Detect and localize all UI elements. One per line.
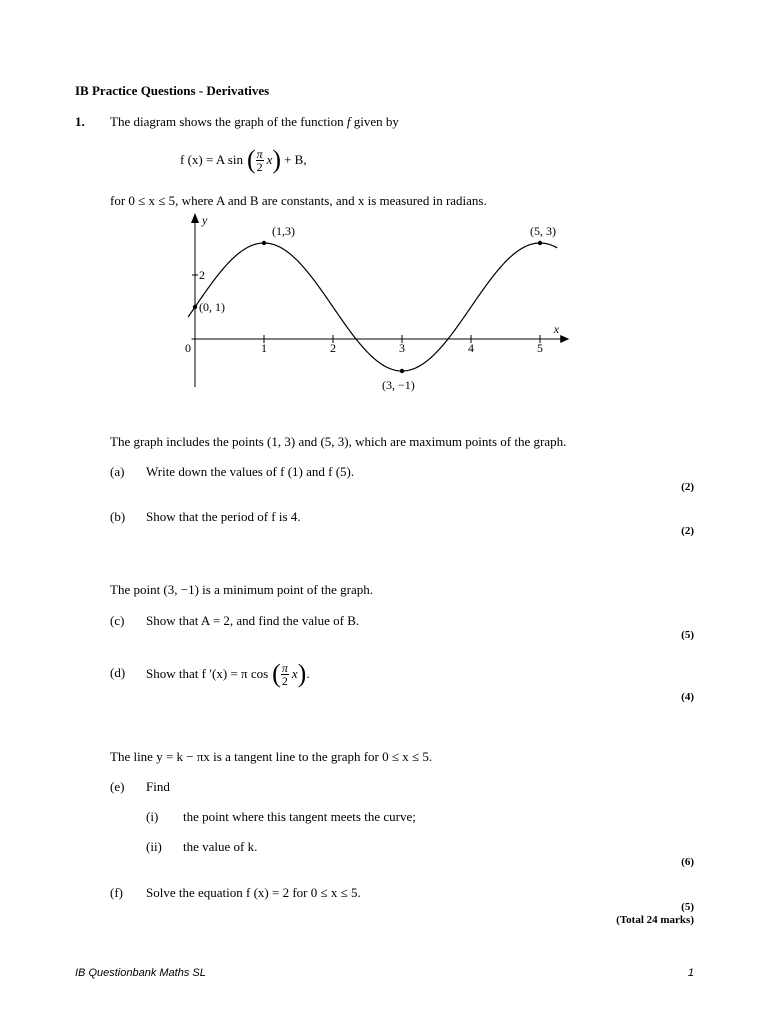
part-d-prefix: Show that f ′(x) = π cos <box>146 666 269 681</box>
formula-paren-close: ) <box>272 145 282 174</box>
question-number: 1. <box>75 114 85 129</box>
formula-lhs: f (x) = A sin <box>180 152 243 167</box>
formula-fraction-denominator: 2 <box>256 159 263 174</box>
part-e-ii-text: the value of k. <box>183 839 258 854</box>
part-d-fraction <box>281 662 289 687</box>
origin-label: 0 <box>185 341 191 355</box>
function-curve <box>188 243 557 371</box>
point-label-0: (0, 1) <box>199 300 225 314</box>
part-c-label: (c) <box>110 613 125 628</box>
x-tick-label-1: 1 <box>261 341 267 355</box>
formula-fraction-numerator: π <box>256 146 263 161</box>
part-d-paren-open: ( <box>272 659 281 688</box>
part-d-paren-close: ) <box>297 659 307 688</box>
x-tick-label-2: 2 <box>330 341 336 355</box>
page-title: IB Practice Questions - Derivatives <box>75 83 270 98</box>
part-e-i-label: (i) <box>146 809 159 824</box>
y-tick-label-2: 2 <box>199 268 205 282</box>
part-a-marks: (2) <box>681 481 694 493</box>
part-e-ii-label: (ii) <box>146 839 162 854</box>
part-e-label: (e) <box>110 779 125 794</box>
part-d-marks: (4) <box>681 691 694 703</box>
footer-page-number: 1 <box>687 967 694 979</box>
x-tick-label-5: 5 <box>537 341 543 355</box>
part-f-marks: (5) <box>681 901 694 913</box>
part-d-end: . <box>306 666 310 681</box>
part-a-label: (a) <box>110 464 125 479</box>
part-d-label: (d) <box>110 665 126 680</box>
tangent-note: The line y = k − πx is a tangent line to the graph for 0 ≤ x ≤ 5. <box>110 749 433 764</box>
point-marker-1 <box>262 241 266 245</box>
formula-tail: + B, <box>284 152 307 167</box>
intro-text: The diagram shows the graph of the function <box>110 114 344 129</box>
point-marker-0 <box>193 305 197 309</box>
part-b-label: (b) <box>110 509 126 524</box>
point-label-2: (3, −1) <box>382 378 415 392</box>
part-a-text: Write down the values of f (1) and f (5). <box>146 464 355 479</box>
minimum-note: The point (3, −1) is a minimum point of the graph. <box>110 582 373 597</box>
x-tick-label-4: 4 <box>468 341 474 355</box>
y-axis-label: y <box>202 213 208 227</box>
x-tick-label-3: 3 <box>399 341 405 355</box>
y-axis-arrow <box>191 213 199 223</box>
domain-statement: for 0 ≤ x ≤ 5, where A and B are constants, and x is measured in radians. <box>110 193 487 208</box>
intro-function-name: f <box>346 114 351 129</box>
graph-note: The graph includes the points (1, 3) and (5, 3), which are maximum points of the graph. <box>110 434 567 449</box>
part-d-fraction-denominator: 2 <box>281 673 288 688</box>
formula-paren-open: ( <box>246 145 256 174</box>
total-marks: (Total 24 marks) <box>616 914 694 926</box>
part-f-text: Solve the equation f (x) = 2 for 0 ≤ x ≤ 5. <box>146 885 361 900</box>
point-marker-3 <box>538 241 542 245</box>
point-marker-2 <box>400 369 404 373</box>
part-b-marks: (2) <box>681 525 694 537</box>
x-axis-arrow <box>560 335 569 343</box>
function-graph <box>0 0 768 420</box>
intro-tail: given by <box>353 114 399 129</box>
point-label-3: (5, 3) <box>530 224 556 238</box>
x-axis-label: x <box>553 322 560 336</box>
part-d-text <box>146 656 310 692</box>
part-e-marks: (6) <box>681 856 694 868</box>
point-label-1: (1,3) <box>272 224 295 238</box>
part-e-text: Find <box>146 779 170 794</box>
part-f-label: (f) <box>110 885 123 900</box>
part-c-text: Show that A = 2, and find the value of B. <box>146 613 360 628</box>
part-b-text: Show that the period of f is 4. <box>146 509 301 524</box>
footer-source: IB Questionbank Maths SL <box>75 967 206 979</box>
part-d-variable: x <box>291 666 298 681</box>
part-d-fraction-numerator: π <box>281 660 288 675</box>
part-e-i-text: the point where this tangent meets the curve; <box>183 809 416 824</box>
part-c-marks: (5) <box>681 629 694 641</box>
formula-variable: x <box>266 152 273 167</box>
